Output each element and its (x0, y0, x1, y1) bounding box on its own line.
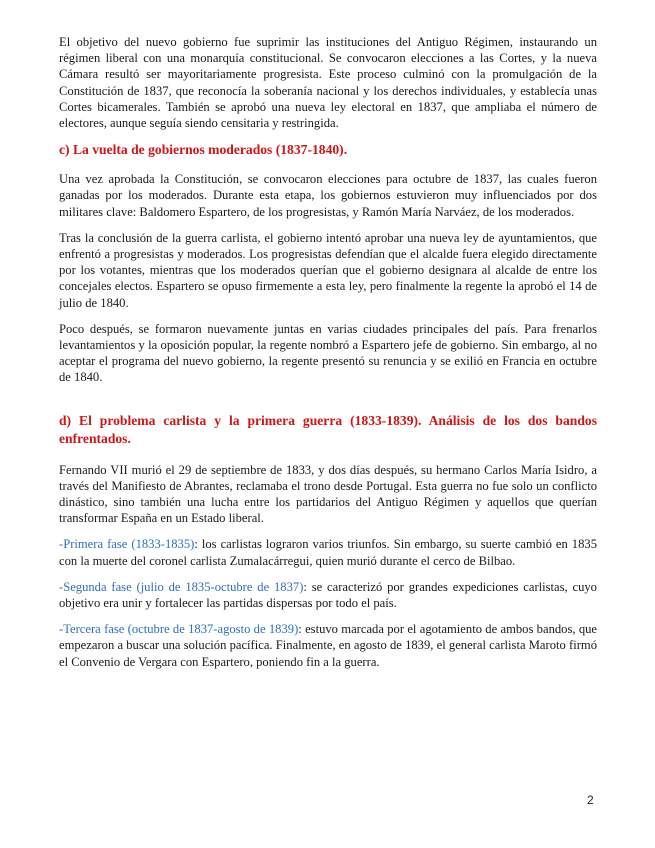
phase-2-label: -Segunda fase (julio de 1835-octubre de 1837) (59, 579, 304, 594)
phase-1-paragraph (59, 536, 597, 568)
phase-1-label: -Primera fase (1833-1835) (59, 537, 195, 552)
phase-3-label: -Tercera fase (octubre de 1837-agosto de 1839) (59, 622, 299, 637)
phase-3-paragraph (59, 621, 597, 670)
section-c-paragraph-2: Tras la conclusión de la guerra carlista, el gobierno intentó aprobar una nueva ley de ayuntamientos, que enfrentó a progresistas y moderados. Los progresistas defendían que el alcalde fuera elegido directamente por los votantes, mientras que los moderados querían que el gobierno designara al alcalde de entre los concejales electos. Espartero se opuso firmemente a esta ley, pero finalmente la regente la aprobó el 14 de julio de 1840. (59, 230, 597, 310)
section-c-paragraph-1: Una vez aprobada la Constitución, se convocaron elecciones para octubre de 1837, las cuales fueron ganadas por los moderados. Durante esta etapa, los gobiernos estuvieron muy influenciados por dos militares clave: Baldomero Espartero, de los progresistas, y Ramón María Narváez, de los moderados. (59, 172, 597, 219)
phase-3-text: : estuvo marcada por el agotamiento de ambos bandos, que empezaron a buscar una solución pacífica. Finalmente, en agosto de 1839, el general carlista Maroto firmó el Convenio de Vergara con Espartero, poniendo fin a la guerra. (59, 622, 598, 669)
section-d-heading: d) El problema carlista y la primera guerra (1833-1839). Análisis de los dos bandos enfrentados. (59, 412, 597, 446)
intro-paragraph: El objetivo del nuevo gobierno fue suprimir las instituciones del Antiguo Régimen, instaurando un régimen liberal con una monarquía constitucional. Se convocaron elecciones a las Cortes, y la nueva Cámara resultó ser mayoritariamente progresista. Este proceso culminó con la promulgación de la Constitución de 1837, que reconocía la soberanía nacional y los derechos individuales, y establecía unas Cortes bicamerales. También se aprobó una nueva ley electoral en 1837, que ampliaba el número de electores, aunque seguía siendo censitaria y restringida. (59, 35, 597, 131)
section-d-intro-paragraph: Fernando VII murió el 29 de septiembre de 1833, y dos días después, su hermano Carlos María Isidro, a través del Manifiesto de Abrantes, reclamaba el trono desde Portugal. Esta guerra no fue solo un conflicto dinástico, sino también una lucha entre los partidarios del Antiguo Régimen y aquellos que querían transformar España en un Estado liberal. (59, 462, 597, 526)
page-number: 2 (587, 793, 594, 807)
phase-2-text: : se caracterizó por grandes expediciones carlistas, cuyo objetivo era unir y fortalecer las partidas dispersas por todo el país. (59, 579, 597, 611)
phase-1-text: : los carlistas lograron varios triunfos. Sin embargo, su suerte cambió en 1835 con la muerte del coronel carlista Zumalacárregui, quien murió durante el cerco de Bilbao. (59, 537, 597, 568)
section-c-paragraph-3: Poco después, se formaron nuevamente juntas en varias ciudades principales del país. Para frenarlos levantamientos y la oposición popular, la regente nombró a Espartero jefe de gobierno. Sin embargo, al no aceptar el programa del nuevo gobierno, la regente presentó su renuncia y se exilió en Francia en octubre de 1840. (59, 321, 597, 385)
document-page (59, 34, 597, 680)
section-c-heading: c) La vuelta de gobiernos moderados (1837-1840). (59, 142, 348, 158)
phase-2-paragraph (59, 579, 597, 611)
